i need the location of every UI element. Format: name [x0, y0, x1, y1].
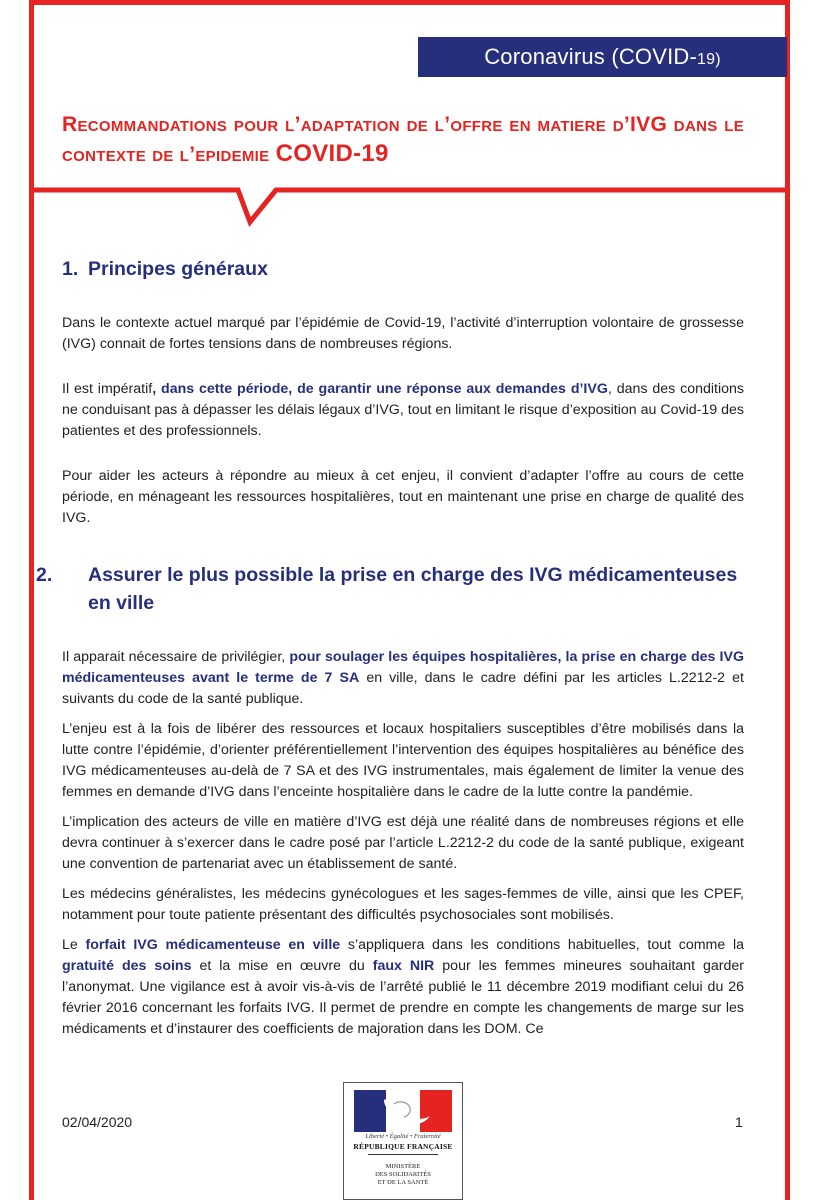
section-2-paragraph-2: L’enjeu est à la fois de libérer des ressources et locaux hospitaliers susceptibles d’être mobilisés dans la lutte contre l’épidémie, d’orienter préférentiellement l’intervention des équipes hospitalières au bénéfice des IVG médicamenteuses au-delà de 7 SA et des IVG instrumentales, mais également de limiter la venue des femmes en demande d’IVG dans l’enceinte hospitalière dans le cadre de la lutte contre la pandémie. [62, 721, 744, 800]
section-2-p1-start: Il apparait nécessaire de privilégier, [62, 649, 290, 665]
section-1-paragraph-3: Pour aider les acteurs à répondre au mieux à cet enjeu, il convient d’adapter l’offre au cours de cette période, en ménageant les ressources hospitalières, tout en maintenant une prise en charge de qualité des IVG. [62, 468, 744, 526]
ministry-line-2: DES SOLIDARITÉS [375, 1171, 431, 1178]
marianne-icon [354, 1090, 452, 1132]
section-1-heading [62, 255, 744, 283]
section-1-paragraph-1: Dans le contexte actuel marqué par l’épidémie de Covid-19, l’activité d’interruption volontaire de grossesse (IVG) connait de fortes tensions dans de nombreuses régions. [62, 315, 744, 352]
section-2-paragraph-3: L’implication des acteurs de ville en matière d’IVG est déjà une réalité dans de nombreuses régions et elle devra continuer à s’exercer dans le cadre posé par l’article L.2212-2 du code de la santé publique, exigeant une convention de partenariat avec un établissement de santé. [62, 814, 744, 872]
page-frame-top [29, 0, 790, 5]
banner-text: Coronavirus (COVID- [484, 44, 698, 69]
footer-page-number: 1 [735, 1114, 743, 1130]
logo-ministry [344, 1163, 462, 1187]
title-separator-line [0, 178, 816, 238]
section-2-p5-bold-nir: faux NIR [372, 958, 435, 974]
footer-date: 02/04/2020 [62, 1114, 133, 1130]
section-1-p2-end: , dans des conditions ne conduisant pas à dépasser les délais légaux d’IVG, tout en limitant le risque d’exposition au Covid-19 des patientes et des professionnels. [62, 381, 744, 439]
title-covid: COVID-19 [275, 140, 389, 167]
section-2-heading [36, 561, 744, 617]
title-text: Recommandations pour l’adaptation de l’offre en matiere d’IVG dans le contexte de l’epidemie [62, 113, 744, 166]
ministry-line-1: MINISTÈRE [385, 1163, 421, 1170]
covid-banner [418, 37, 787, 77]
logo-republique: RÉPUBLIQUE FRANÇAISE [353, 1142, 453, 1151]
section-2-p5-e: et la mise en œuvre du [191, 958, 373, 974]
logo-motto: Liberté • Égalité • Fraternité [365, 1133, 441, 1140]
section-2-p1-bold: pour soulager les équipes hospitalières, la prise en charge des IVG médicamenteuses avant le terme de 7 SA [62, 649, 744, 686]
section-1-title: Principes généraux [88, 258, 268, 280]
banner-text-small: 19) [697, 51, 721, 68]
section-2-p5-g: pour les femmes mineures souhaitant garder l’anonymat. Une vigilance est à avoir vis-à-vis de l’arrêté publié le 11 décembre 2019 modifiant celui du 26 février 2016 concernant les forfaits IVG. Il permet de prendre en compte les changements de marge sur les médicaments et d’instaurer des coefficients de majoration dans les DOM. Ce [62, 958, 744, 1037]
document-body [36, 255, 744, 1040]
section-2-paragraph-4: Les médecins généralistes, les médecins gynécologues et les sages-femmes de ville, ainsi que les CPEF, notamment pour toute patiente présentant des difficultés psychosociales sont mobilisés. [62, 886, 744, 923]
section-2-p5-bold-forfait: forfait IVG médicamenteuse en ville [85, 937, 341, 953]
section-1-number: 1. [62, 258, 79, 280]
section-1-p2-bold: , dans cette période, de garantir une réponse aux demandes d’IVG [152, 381, 608, 397]
ministry-line-3: ET DE LA SANTÉ [377, 1179, 429, 1186]
section-1-p2-start: Il est impératif [62, 381, 153, 397]
section-2-paragraph-1 [62, 647, 744, 710]
section-2-p5-bold-gratuite: gratuité des soins [62, 958, 192, 974]
logo-divider [368, 1154, 438, 1155]
section-2-title: Assurer le plus possible la prise en charge des IVG médicamenteuses en ville [88, 564, 738, 614]
document-title [62, 110, 744, 169]
section-2-paragraph-5 [62, 935, 744, 1040]
section-1-paragraph-2 [62, 379, 744, 442]
republique-francaise-logo [343, 1082, 463, 1200]
section-2-p5-a: Le [62, 937, 86, 953]
section-2-number: 2. [36, 564, 53, 586]
section-2-p1-end: en ville, dans le cadre défini par les articles L.2212-2 et suivants du code de la santé publique. [62, 670, 744, 707]
section-2-p5-c: s’appliquera dans les conditions habituelles, tout comme la [340, 937, 744, 953]
